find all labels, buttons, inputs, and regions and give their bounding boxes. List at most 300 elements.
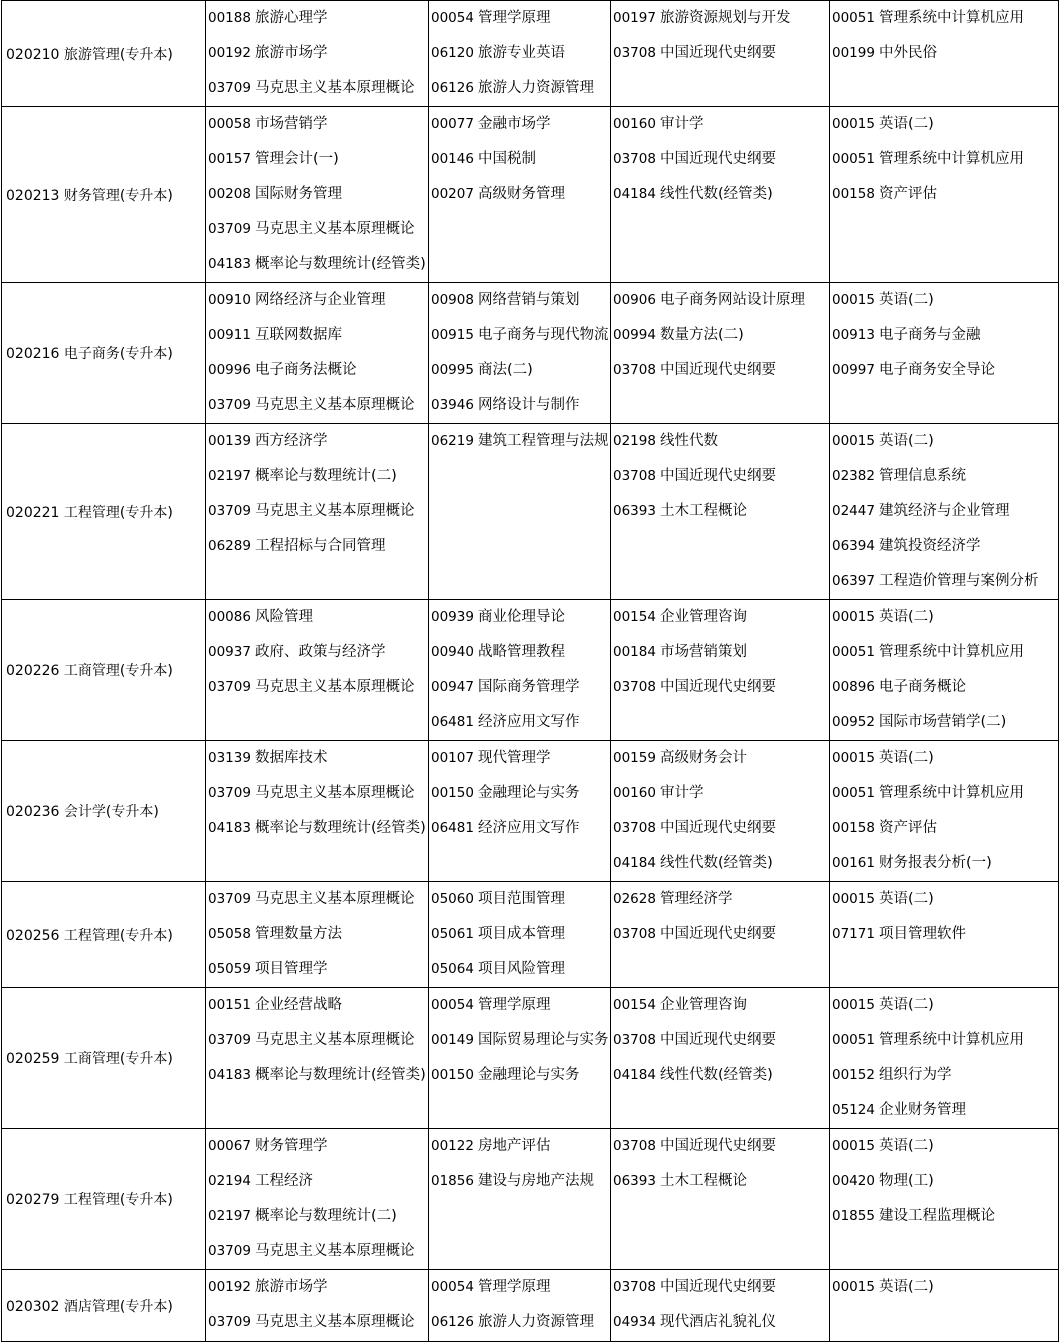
course-item bbox=[431, 600, 610, 635]
course-code: 00184 bbox=[613, 644, 656, 660]
course-item bbox=[208, 529, 428, 564]
major-cell: 020210 旅游管理(专升本) bbox=[2, 1, 206, 107]
course-item bbox=[832, 1023, 1058, 1058]
course-code: 00015 bbox=[832, 1279, 875, 1295]
course-name: 管理系统中计算机应用 bbox=[878, 151, 1024, 167]
course-name: 物理(工) bbox=[878, 1173, 934, 1189]
course-code: 00199 bbox=[832, 45, 875, 61]
course-item bbox=[832, 1129, 1058, 1164]
course-item bbox=[431, 142, 610, 177]
course-item bbox=[431, 1305, 610, 1340]
course-name: 中国近现代史纲要 bbox=[659, 468, 776, 484]
course-item bbox=[208, 353, 428, 388]
course-code: 04183 bbox=[208, 1067, 251, 1083]
course-cell bbox=[830, 1129, 1059, 1270]
course-item bbox=[613, 1270, 829, 1305]
course-name: 项目管理学 bbox=[254, 961, 328, 977]
course-code: 00994 bbox=[613, 327, 656, 343]
course-name: 项目管理软件 bbox=[878, 926, 966, 942]
course-code: 00915 bbox=[431, 327, 474, 343]
course-cell bbox=[611, 988, 830, 1129]
course-code: 00939 bbox=[431, 609, 474, 625]
course-code: 00995 bbox=[431, 362, 474, 378]
course-item bbox=[431, 741, 610, 776]
table-row bbox=[2, 988, 1059, 1129]
course-name: 管理会计(一) bbox=[254, 151, 339, 167]
course-code: 02197 bbox=[208, 1208, 251, 1224]
course-code: 00940 bbox=[431, 644, 474, 660]
course-code: 00015 bbox=[832, 116, 875, 132]
course-cell bbox=[830, 107, 1059, 283]
major-cell: 020302 酒店管理(专升本) bbox=[2, 1270, 206, 1342]
course-item bbox=[208, 424, 428, 459]
course-code: 03708 bbox=[613, 468, 656, 484]
course-cell bbox=[611, 741, 830, 882]
course-item bbox=[208, 988, 428, 1023]
course-code: 05061 bbox=[431, 926, 474, 942]
table-row bbox=[2, 1, 1059, 107]
course-name: 英语(二) bbox=[878, 1279, 934, 1295]
course-name: 财务报表分析(一) bbox=[878, 855, 992, 871]
course-item bbox=[208, 283, 428, 318]
course-code: 00188 bbox=[208, 10, 251, 26]
course-item bbox=[613, 600, 829, 635]
major-cell: 020279 工程管理(专升本) bbox=[2, 1129, 206, 1270]
course-code: 00161 bbox=[832, 855, 875, 871]
course-item bbox=[208, 318, 428, 353]
course-code: 03709 bbox=[208, 785, 251, 801]
course-name: 工程经济 bbox=[254, 1173, 313, 1189]
course-name: 商业伦理导论 bbox=[477, 609, 565, 625]
course-code: 00160 bbox=[613, 116, 656, 132]
course-code: 02447 bbox=[832, 503, 875, 519]
course-item bbox=[431, 388, 610, 423]
course-name: 概率论与数理统计(经管类) bbox=[254, 1067, 426, 1083]
table-row bbox=[2, 741, 1059, 882]
course-item bbox=[832, 142, 1058, 177]
course-code: 02198 bbox=[613, 433, 656, 449]
course-name: 概率论与数理统计(经管类) bbox=[254, 820, 426, 836]
course-item bbox=[613, 1129, 829, 1164]
course-code: 00910 bbox=[208, 292, 251, 308]
course-cell bbox=[611, 1, 830, 107]
course-name: 网络设计与制作 bbox=[477, 397, 580, 413]
course-code: 06481 bbox=[431, 714, 474, 730]
course-item bbox=[208, 1270, 428, 1305]
course-item bbox=[832, 741, 1058, 776]
course-code: 06126 bbox=[431, 1314, 474, 1330]
course-item bbox=[613, 1023, 829, 1058]
course-item bbox=[613, 670, 829, 705]
course-item bbox=[208, 811, 428, 846]
course-code: 03709 bbox=[208, 1314, 251, 1330]
course-item bbox=[431, 882, 610, 917]
course-code: 00146 bbox=[431, 151, 474, 167]
course-name: 资产评估 bbox=[878, 186, 937, 202]
course-name: 中国近现代史纲要 bbox=[659, 45, 776, 61]
table-row bbox=[2, 882, 1059, 988]
course-code: 00913 bbox=[832, 327, 875, 343]
course-code: 00015 bbox=[832, 997, 875, 1013]
course-item bbox=[208, 494, 428, 529]
course-code: 01855 bbox=[832, 1208, 875, 1224]
course-name: 电子商务法概论 bbox=[254, 362, 357, 378]
course-code: 00908 bbox=[431, 292, 474, 308]
course-code: 04184 bbox=[613, 855, 656, 871]
course-name: 中国近现代史纲要 bbox=[659, 362, 776, 378]
course-item bbox=[832, 494, 1058, 529]
table-row bbox=[2, 424, 1059, 600]
major-cell: 020213 财务管理(专升本) bbox=[2, 107, 206, 283]
course-name: 电子商务概论 bbox=[878, 679, 966, 695]
course-name: 英语(二) bbox=[878, 750, 934, 766]
course-code: 00192 bbox=[208, 45, 251, 61]
table-row bbox=[2, 1270, 1059, 1342]
course-name: 国际商务管理学 bbox=[477, 679, 580, 695]
course-name: 企业管理咨询 bbox=[659, 609, 747, 625]
course-name: 建筑投资经济学 bbox=[878, 538, 981, 554]
course-item bbox=[613, 917, 829, 952]
course-name: 土木工程概论 bbox=[659, 1173, 747, 1189]
course-code: 00051 bbox=[832, 151, 875, 167]
course-code: 00051 bbox=[832, 1032, 875, 1048]
course-name: 中国近现代史纲要 bbox=[659, 1138, 776, 1154]
course-name: 国际市场营销学(二) bbox=[878, 714, 1007, 730]
course-name: 项目范围管理 bbox=[477, 891, 565, 907]
course-name: 旅游专业英语 bbox=[477, 45, 565, 61]
course-name: 马克思主义基本原理概论 bbox=[254, 1032, 415, 1048]
course-name: 高级财务管理 bbox=[477, 186, 565, 202]
course-name: 电子商务安全导论 bbox=[878, 362, 995, 378]
course-name: 现代管理学 bbox=[477, 750, 551, 766]
course-item bbox=[208, 635, 428, 670]
course-item bbox=[208, 882, 428, 917]
course-code: 00208 bbox=[208, 186, 251, 202]
course-cell bbox=[206, 988, 429, 1129]
course-name: 建设与房地产法规 bbox=[477, 1173, 594, 1189]
course-name: 组织行为学 bbox=[878, 1067, 952, 1083]
course-item bbox=[832, 107, 1058, 142]
course-code: 00952 bbox=[832, 714, 875, 730]
course-code: 03708 bbox=[613, 362, 656, 378]
course-name: 土木工程概论 bbox=[659, 503, 747, 519]
course-item bbox=[613, 811, 829, 846]
course-code: 00152 bbox=[832, 1067, 875, 1083]
course-code: 00015 bbox=[832, 1138, 875, 1154]
course-code: 03709 bbox=[208, 679, 251, 695]
course-code: 05058 bbox=[208, 926, 251, 942]
course-name: 旅游人力资源管理 bbox=[477, 80, 594, 96]
course-code: 00154 bbox=[613, 997, 656, 1013]
course-item bbox=[208, 1, 428, 36]
course-item bbox=[431, 1058, 610, 1093]
course-item bbox=[613, 1, 829, 36]
course-item bbox=[832, 705, 1058, 740]
course-item bbox=[832, 846, 1058, 881]
course-cell bbox=[611, 1270, 830, 1342]
course-code: 00906 bbox=[613, 292, 656, 308]
course-code: 05124 bbox=[832, 1102, 875, 1118]
course-item bbox=[613, 776, 829, 811]
course-item bbox=[832, 776, 1058, 811]
course-name: 管理系统中计算机应用 bbox=[878, 1032, 1024, 1048]
course-code: 02382 bbox=[832, 468, 875, 484]
course-name: 马克思主义基本原理概论 bbox=[254, 221, 415, 237]
course-item bbox=[208, 71, 428, 106]
course-item bbox=[208, 1129, 428, 1164]
course-code: 04183 bbox=[208, 820, 251, 836]
course-name: 互联网数据库 bbox=[254, 327, 342, 343]
major-cell: 020259 工商管理(专升本) bbox=[2, 988, 206, 1129]
course-item bbox=[832, 670, 1058, 705]
course-name: 管理系统中计算机应用 bbox=[878, 785, 1024, 801]
table-row bbox=[2, 107, 1059, 283]
course-item bbox=[613, 283, 829, 318]
course-code: 03708 bbox=[613, 1279, 656, 1295]
course-cell bbox=[830, 600, 1059, 741]
course-code: 00015 bbox=[832, 609, 875, 625]
course-name: 管理数量方法 bbox=[254, 926, 342, 942]
course-code: 00197 bbox=[613, 10, 656, 26]
course-code: 00159 bbox=[613, 750, 656, 766]
course-item bbox=[613, 142, 829, 177]
course-item bbox=[832, 564, 1058, 599]
course-name: 马克思主义基本原理概论 bbox=[254, 1314, 415, 1330]
course-name: 战略管理教程 bbox=[477, 644, 565, 660]
major-cell: 020226 工商管理(专升本) bbox=[2, 600, 206, 741]
course-name: 英语(二) bbox=[878, 609, 934, 625]
course-name: 审计学 bbox=[659, 116, 704, 132]
course-code: 03709 bbox=[208, 397, 251, 413]
course-code: 00158 bbox=[832, 820, 875, 836]
course-item bbox=[208, 917, 428, 952]
course-item bbox=[832, 882, 1058, 917]
course-item bbox=[613, 107, 829, 142]
course-code: 00997 bbox=[832, 362, 875, 378]
major-cell: 020221 工程管理(专升本) bbox=[2, 424, 206, 600]
course-item bbox=[613, 353, 829, 388]
course-name: 金融理论与实务 bbox=[477, 785, 580, 801]
course-item bbox=[208, 107, 428, 142]
course-item bbox=[832, 177, 1058, 212]
course-item bbox=[431, 811, 610, 846]
course-item bbox=[832, 811, 1058, 846]
course-item bbox=[613, 424, 829, 459]
course-code: 03708 bbox=[613, 151, 656, 167]
course-item bbox=[832, 36, 1058, 71]
course-cell bbox=[830, 988, 1059, 1129]
course-item bbox=[431, 318, 610, 353]
course-name: 管理经济学 bbox=[659, 891, 733, 907]
course-name: 旅游资源规划与开发 bbox=[659, 10, 791, 26]
course-cell bbox=[206, 283, 429, 424]
course-item bbox=[431, 1129, 610, 1164]
course-item bbox=[832, 353, 1058, 388]
course-item bbox=[431, 424, 610, 459]
course-name: 项目成本管理 bbox=[477, 926, 565, 942]
course-code: 00896 bbox=[832, 679, 875, 695]
course-cell bbox=[206, 107, 429, 283]
course-code: 06120 bbox=[431, 45, 474, 61]
course-code: 06393 bbox=[613, 503, 656, 519]
course-item bbox=[431, 776, 610, 811]
course-item bbox=[208, 1305, 428, 1340]
course-item bbox=[832, 600, 1058, 635]
exam-schedule-table bbox=[1, 0, 1059, 1342]
course-cell bbox=[830, 1, 1059, 107]
course-name: 管理学原理 bbox=[477, 10, 551, 26]
course-name: 企业财务管理 bbox=[878, 1102, 966, 1118]
course-cell bbox=[429, 600, 611, 741]
course-name: 建设工程监理概论 bbox=[878, 1208, 995, 1224]
course-name: 中国近现代史纲要 bbox=[659, 1032, 776, 1048]
course-item bbox=[431, 107, 610, 142]
course-code: 02628 bbox=[613, 891, 656, 907]
course-code: 04183 bbox=[208, 256, 251, 272]
course-code: 05064 bbox=[431, 961, 474, 977]
course-item bbox=[431, 71, 610, 106]
course-code: 00054 bbox=[431, 997, 474, 1013]
course-item bbox=[613, 635, 829, 670]
course-code: 00151 bbox=[208, 997, 251, 1013]
course-code: 06481 bbox=[431, 820, 474, 836]
course-name: 电子商务网站设计原理 bbox=[659, 292, 805, 308]
course-code: 03709 bbox=[208, 221, 251, 237]
course-item bbox=[208, 142, 428, 177]
course-item bbox=[832, 283, 1058, 318]
course-code: 06126 bbox=[431, 80, 474, 96]
course-name: 英语(二) bbox=[878, 997, 934, 1013]
course-item bbox=[208, 776, 428, 811]
course-code: 01856 bbox=[431, 1173, 474, 1189]
course-item bbox=[613, 36, 829, 71]
course-code: 06394 bbox=[832, 538, 875, 554]
course-cell bbox=[830, 1270, 1059, 1342]
course-name: 管理学原理 bbox=[477, 1279, 551, 1295]
course-name: 中国近现代史纲要 bbox=[659, 1279, 776, 1295]
course-name: 数量方法(二) bbox=[659, 327, 744, 343]
course-name: 风险管理 bbox=[254, 609, 313, 625]
course-cell bbox=[206, 882, 429, 988]
course-name: 中国税制 bbox=[477, 151, 536, 167]
course-name: 西方经济学 bbox=[254, 433, 328, 449]
course-item bbox=[208, 1058, 428, 1093]
course-code: 03709 bbox=[208, 1243, 251, 1259]
course-code: 03709 bbox=[208, 1032, 251, 1048]
course-code: 06397 bbox=[832, 573, 875, 589]
course-code: 00015 bbox=[832, 750, 875, 766]
course-item bbox=[431, 670, 610, 705]
course-cell bbox=[206, 1270, 429, 1342]
course-code: 02197 bbox=[208, 468, 251, 484]
course-code: 00157 bbox=[208, 151, 251, 167]
course-cell bbox=[429, 988, 611, 1129]
course-code: 00107 bbox=[431, 750, 474, 766]
course-item bbox=[431, 36, 610, 71]
course-cell bbox=[830, 424, 1059, 600]
course-item bbox=[431, 177, 610, 212]
course-name: 金融市场学 bbox=[477, 116, 551, 132]
course-code: 03708 bbox=[613, 45, 656, 61]
course-code: 00192 bbox=[208, 1279, 251, 1295]
course-item bbox=[832, 1, 1058, 36]
course-code: 00015 bbox=[832, 292, 875, 308]
course-item bbox=[832, 635, 1058, 670]
course-name: 马克思主义基本原理概论 bbox=[254, 80, 415, 96]
course-name: 线性代数 bbox=[659, 433, 718, 449]
course-item bbox=[613, 741, 829, 776]
course-code: 03708 bbox=[613, 1032, 656, 1048]
course-item bbox=[431, 917, 610, 952]
course-code: 05060 bbox=[431, 891, 474, 907]
course-code: 03708 bbox=[613, 1138, 656, 1154]
course-name: 审计学 bbox=[659, 785, 704, 801]
course-cell bbox=[830, 882, 1059, 988]
course-name: 市场营销策划 bbox=[659, 644, 747, 660]
table-row bbox=[2, 600, 1059, 741]
course-item bbox=[832, 917, 1058, 952]
course-name: 房地产评估 bbox=[477, 1138, 551, 1154]
course-name: 财务管理学 bbox=[254, 1138, 328, 1154]
course-cell bbox=[830, 741, 1059, 882]
course-name: 经济应用文写作 bbox=[477, 820, 580, 836]
course-code: 00150 bbox=[431, 1067, 474, 1083]
course-cell bbox=[206, 1, 429, 107]
course-code: 06289 bbox=[208, 538, 251, 554]
course-cell bbox=[429, 882, 611, 988]
table-row bbox=[2, 1129, 1059, 1270]
course-name: 马克思主义基本原理概论 bbox=[254, 785, 415, 801]
course-name: 资产评估 bbox=[878, 820, 937, 836]
course-name: 国际财务管理 bbox=[254, 186, 342, 202]
course-code: 00937 bbox=[208, 644, 251, 660]
course-name: 企业经营战略 bbox=[254, 997, 342, 1013]
course-item bbox=[832, 1270, 1058, 1305]
course-item bbox=[613, 1164, 829, 1199]
course-code: 00420 bbox=[832, 1173, 875, 1189]
course-cell bbox=[206, 1129, 429, 1270]
course-cell bbox=[429, 424, 611, 600]
course-name: 中外民俗 bbox=[878, 45, 937, 61]
course-cell bbox=[429, 1129, 611, 1270]
course-code: 03709 bbox=[208, 891, 251, 907]
major-cell: 020236 会计学(专升本) bbox=[2, 741, 206, 882]
course-code: 06219 bbox=[431, 433, 474, 449]
course-code: 00086 bbox=[208, 609, 251, 625]
course-cell bbox=[429, 741, 611, 882]
course-name: 工程造价管理与案例分析 bbox=[878, 573, 1039, 589]
course-code: 03709 bbox=[208, 80, 251, 96]
course-name: 马克思主义基本原理概论 bbox=[254, 503, 415, 519]
course-cell bbox=[429, 107, 611, 283]
course-code: 00911 bbox=[208, 327, 251, 343]
course-name: 电子商务与现代物流 bbox=[477, 327, 609, 343]
course-name: 线性代数(经管类) bbox=[659, 186, 773, 202]
course-cell bbox=[611, 424, 830, 600]
course-item bbox=[208, 1234, 428, 1269]
course-cell bbox=[611, 1129, 830, 1270]
course-cell bbox=[429, 1270, 611, 1342]
course-name: 马克思主义基本原理概论 bbox=[254, 679, 415, 695]
course-name: 管理信息系统 bbox=[878, 468, 966, 484]
course-code: 03709 bbox=[208, 503, 251, 519]
course-code: 00149 bbox=[431, 1032, 474, 1048]
course-code: 00139 bbox=[208, 433, 251, 449]
course-name: 马克思主义基本原理概论 bbox=[254, 397, 415, 413]
course-code: 00067 bbox=[208, 1138, 251, 1154]
course-code: 03946 bbox=[431, 397, 474, 413]
course-item bbox=[431, 283, 610, 318]
